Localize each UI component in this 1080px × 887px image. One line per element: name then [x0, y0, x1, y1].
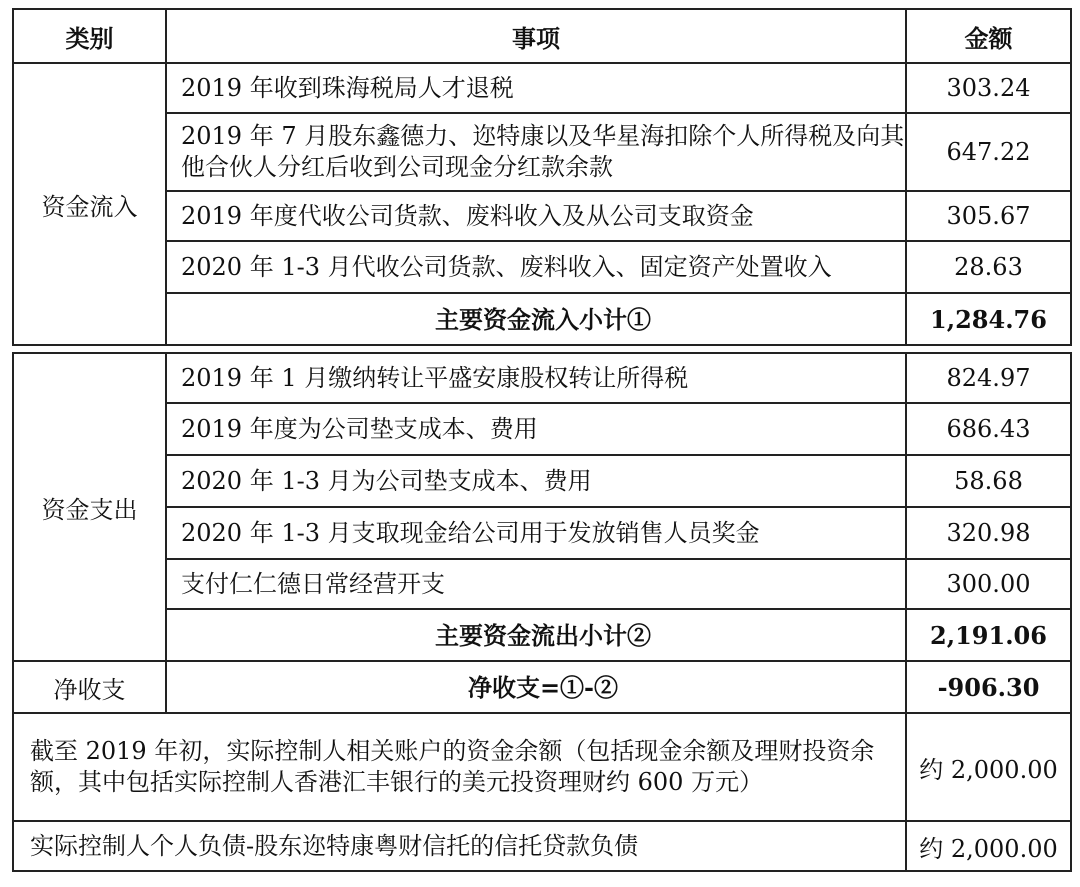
row-amount: 320.98 — [906, 507, 1071, 559]
subtotal-outflow-label: 主要资金流出小计② — [166, 609, 906, 661]
row-item: 2020 年 1-3 月为公司垫支成本、费用 — [166, 455, 906, 507]
row-item: 2019 年 1 月缴纳转让平盛安康股权转让所得税 — [166, 353, 906, 403]
row-amount: 824.97 — [906, 353, 1071, 403]
category-inflow: 资金流入 — [13, 63, 166, 345]
net-row — [13, 661, 1071, 713]
note-row — [13, 821, 1071, 871]
row-item: 支付仁仁德日常经营开支 — [166, 559, 906, 609]
row-item: 2020 年 1-3 月支取现金给公司用于发放销售人员奖金 — [166, 507, 906, 559]
row-item: 2019 年 7 月股东鑫德力、迩特康以及华星海扣除个人所得税及向其他合伙人分红后收到公司现金分红款余款 — [166, 113, 906, 191]
table-row — [13, 455, 1071, 507]
subtotal-inflow-amount: 1,284.76 — [906, 293, 1071, 345]
subtotal-row — [13, 609, 1071, 661]
note-row — [13, 713, 1071, 821]
table-row — [13, 353, 1071, 403]
header-amount: 金额 — [906, 9, 1071, 63]
row-item: 2020 年 1-3 月代收公司货款、废料收入、固定资产处置收入 — [166, 241, 906, 293]
row-item: 2019 年收到珠海税局人才退税 — [166, 63, 906, 113]
header-item: 事项 — [166, 9, 906, 63]
category-outflow: 资金支出 — [13, 353, 166, 661]
net-label: 净收支=①-② — [166, 661, 906, 713]
subtotal-inflow-label: 主要资金流入小计① — [166, 293, 906, 345]
table-row — [13, 191, 1071, 241]
table-header-row — [13, 9, 1071, 63]
note-liability-amount: 约 2,000.00 — [906, 821, 1071, 871]
table-row — [13, 507, 1071, 559]
table-row — [13, 241, 1071, 293]
row-amount: 305.67 — [906, 191, 1071, 241]
note-liability-text: 实际控制人个人负债-股东迩特康粤财信托的信托贷款负债 — [13, 821, 906, 871]
table-row — [13, 113, 1071, 191]
row-item: 2019 年度为公司垫支成本、费用 — [166, 403, 906, 455]
note-balance-amount: 约 2,000.00 — [906, 713, 1071, 821]
fund-inflow-table — [12, 8, 1072, 346]
subtotal-outflow-amount: 2,191.06 — [906, 609, 1071, 661]
table-row — [13, 63, 1071, 113]
row-item: 2019 年度代收公司货款、废料收入及从公司支取资金 — [166, 191, 906, 241]
category-net: 净收支 — [13, 661, 166, 713]
row-amount: 28.63 — [906, 241, 1071, 293]
row-amount: 300.00 — [906, 559, 1071, 609]
row-amount: 58.68 — [906, 455, 1071, 507]
fund-outflow-table — [12, 352, 1072, 872]
row-amount: 647.22 — [906, 113, 1071, 191]
row-amount: 686.43 — [906, 403, 1071, 455]
note-balance-text: 截至 2019 年初，实际控制人相关账户的资金余额（包括现金余额及理财投资余额，其中包括实际控制人香港汇丰银行的美元投资理财约 600 万元） — [13, 713, 906, 821]
row-amount: 303.24 — [906, 63, 1071, 113]
table-row — [13, 559, 1071, 609]
net-amount: -906.30 — [906, 661, 1071, 713]
subtotal-row — [13, 293, 1071, 345]
table-row — [13, 403, 1071, 455]
header-category: 类别 — [13, 9, 166, 63]
